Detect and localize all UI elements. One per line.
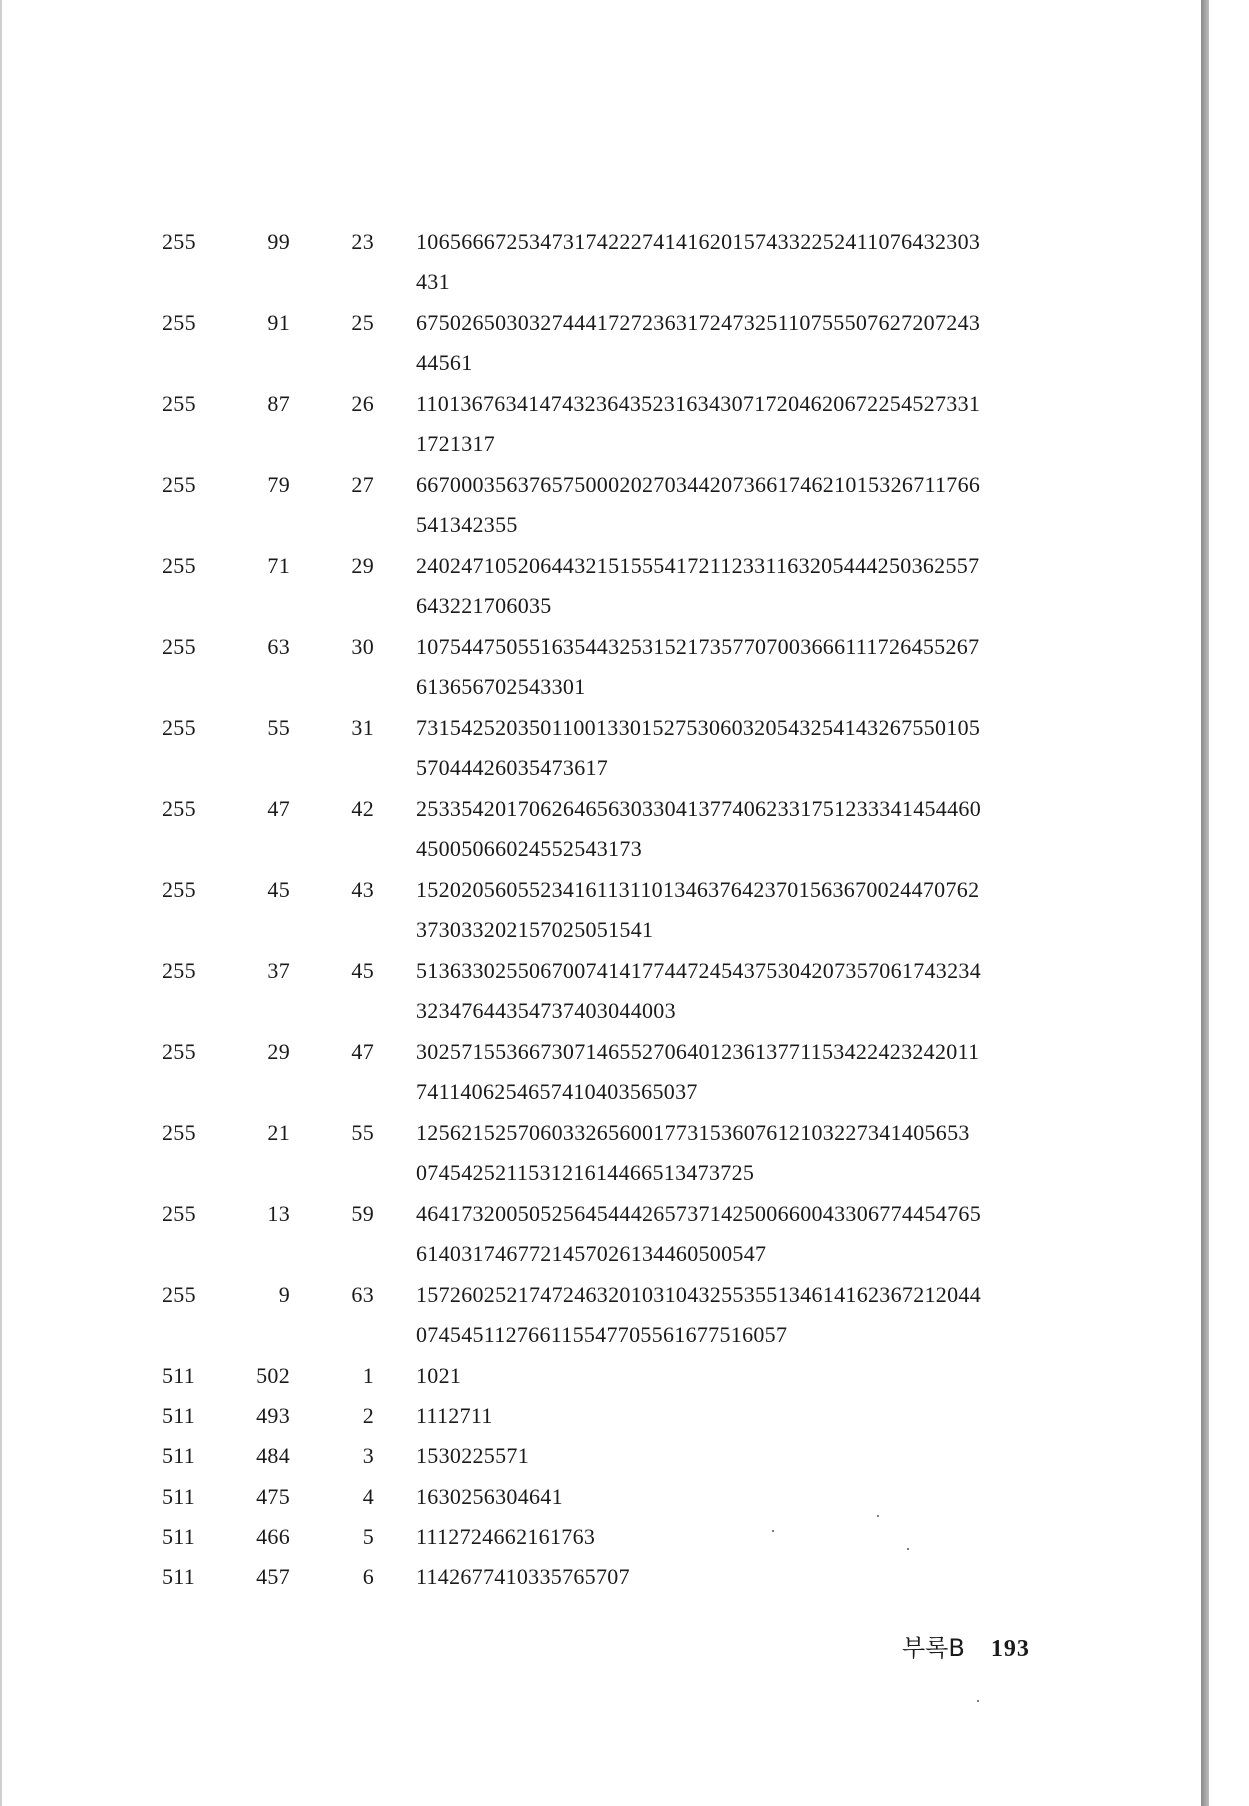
message-length-k: 99	[267, 229, 290, 254]
table-row	[2, 1396, 1203, 1436]
generator-line-2: 57044426035473617	[416, 755, 609, 780]
error-capability-t: 45	[351, 958, 374, 983]
generator-line-1: 1530225571	[416, 1443, 529, 1469]
error-capability-t: 5	[362, 1523, 374, 1549]
page-number: 193	[990, 1636, 1030, 1662]
message-length-k: 475	[256, 1483, 290, 1509]
table-row	[2, 951, 1203, 1032]
code-length-n: 255	[162, 796, 196, 821]
generator-polynomial	[416, 1436, 1056, 1476]
code-length-n: 255	[162, 1039, 196, 1064]
error-capability-t: 25	[351, 310, 374, 335]
code-length-n: 255	[162, 634, 196, 659]
generator-line-1: 1112711	[416, 1403, 493, 1429]
generator-line-1: 10656667253473174222741416201574332252411076432303	[416, 229, 981, 254]
generator-polynomial	[416, 870, 1056, 950]
generator-line-1: 1112724662161763	[416, 1523, 596, 1549]
message-length-k: 502	[256, 1363, 290, 1388]
generator-line-1: 67502650303274441727236317247325110755507627207243	[416, 310, 981, 335]
generator-line-2: 074545112766115547705561677516057	[416, 1322, 788, 1347]
message-length-k: 21	[267, 1120, 290, 1145]
table-row	[2, 303, 1203, 384]
code-length-n: 511	[162, 1403, 196, 1429]
error-capability-t: 43	[351, 877, 374, 902]
generator-line-2: 613656702543301	[416, 674, 586, 699]
table-row	[2, 870, 1203, 951]
generator-polynomial	[416, 222, 1056, 302]
generator-line-2: 431	[416, 269, 450, 294]
error-capability-t: 27	[351, 472, 374, 497]
error-capability-t: 4	[362, 1483, 374, 1509]
generator-line-1: 46417320050525645444265737142500660043306774454765	[416, 1201, 981, 1226]
generator-polynomial	[416, 1032, 1056, 1112]
error-capability-t: 3	[362, 1443, 374, 1469]
error-capability-t: 30	[351, 634, 374, 659]
table-row	[2, 627, 1203, 708]
table-row	[2, 1557, 1203, 1597]
generator-line-2: 44561	[416, 350, 473, 375]
generator-polynomial	[416, 951, 1056, 1031]
table-row	[2, 222, 1203, 303]
table-row	[2, 1436, 1203, 1476]
generator-polynomial	[416, 546, 1056, 626]
generator-line-2: 32347644354737403044003	[416, 998, 676, 1023]
error-capability-t: 59	[351, 1201, 374, 1226]
table-row	[2, 1517, 1203, 1557]
generator-polynomial	[416, 1275, 1056, 1355]
generator-polynomial	[416, 465, 1056, 545]
code-length-n: 255	[162, 1282, 196, 1307]
generator-polynomial	[416, 384, 1056, 464]
generator-line-1: 1256215257060332656001773153607612103227341405653	[416, 1120, 970, 1145]
message-length-k: 9	[278, 1282, 290, 1307]
code-length-n: 255	[162, 877, 196, 902]
error-capability-t: 31	[351, 715, 374, 740]
generator-line-1: 73154252035011001330152753060320543254143267550105	[416, 715, 981, 740]
table-row	[2, 465, 1203, 546]
bch-code-table	[2, 222, 1203, 1597]
message-length-k: 63	[267, 634, 290, 659]
generator-line-2: 541342355	[416, 512, 518, 537]
generator-line-1: 24024710520644321515554172112331163205444250362557	[416, 553, 980, 578]
generator-line-2: 45005066024552543173	[416, 836, 642, 861]
table-row	[2, 708, 1203, 789]
generator-line-2: 643221706035	[416, 593, 552, 618]
message-length-k: 466	[256, 1523, 290, 1549]
error-capability-t: 23	[351, 229, 374, 254]
generator-line-2: 373033202157025051541	[416, 917, 654, 942]
message-length-k: 37	[267, 958, 290, 983]
message-length-k: 13	[267, 1201, 290, 1226]
generator-polynomial	[416, 1477, 1056, 1517]
table-row	[2, 384, 1203, 465]
scan-speck	[977, 1700, 979, 1702]
message-length-k: 91	[267, 310, 290, 335]
code-length-n: 255	[162, 472, 196, 497]
page-footer	[902, 1630, 1030, 1667]
generator-line-1: 1630256304641	[416, 1483, 563, 1509]
message-length-k: 484	[256, 1443, 290, 1469]
generator-line-2: 074542521153121614466513473725	[416, 1160, 755, 1185]
generator-polynomial	[416, 1194, 1056, 1274]
error-capability-t: 42	[351, 796, 374, 821]
table-row	[2, 789, 1203, 870]
code-length-n: 511	[162, 1563, 196, 1589]
table-row	[2, 546, 1203, 627]
message-length-k: 87	[267, 391, 290, 416]
code-length-n: 255	[162, 391, 196, 416]
message-length-k: 71	[267, 553, 290, 578]
generator-line-1: 1021	[416, 1363, 462, 1388]
generator-line-1: 66700035637657500020270344207366174621015326711766	[416, 472, 981, 497]
code-length-n: 255	[162, 310, 196, 335]
page-edge-shadow	[1201, 0, 1209, 1806]
generator-polynomial	[416, 708, 1056, 788]
generator-polynomial	[416, 1113, 1056, 1193]
message-length-k: 47	[267, 796, 290, 821]
table-row	[2, 1477, 1203, 1517]
generator-line-1: 51363302550670074141774472454375304207357061743234	[416, 958, 981, 983]
message-length-k: 45	[267, 877, 290, 902]
error-capability-t: 29	[351, 553, 374, 578]
table-row	[2, 1113, 1203, 1194]
generator-polynomial	[416, 789, 1056, 869]
error-capability-t: 63	[351, 1282, 374, 1307]
table-row	[2, 1194, 1203, 1275]
page-margin-outside	[1209, 0, 1249, 1806]
generator-polynomial	[416, 303, 1056, 383]
generator-line-1: 10754475055163544325315217357707003666111726455267	[416, 634, 980, 659]
generator-line-2: 1721317	[416, 431, 496, 456]
generator-line-2: 6140317467721457026134460500547	[416, 1241, 767, 1266]
code-length-n: 255	[162, 958, 196, 983]
code-length-n: 511	[162, 1483, 196, 1509]
generator-line-1: 11013676341474323643523163430717204620672254527331	[416, 391, 981, 416]
generator-line-2: 7411406254657410403565037	[416, 1079, 698, 1104]
message-length-k: 493	[256, 1403, 290, 1429]
message-length-k: 55	[267, 715, 290, 740]
code-length-n: 255	[162, 715, 196, 740]
code-length-n: 511	[162, 1523, 196, 1549]
error-capability-t: 47	[351, 1039, 374, 1064]
generator-line-1: 15726025217472463201031043255355134614162367212044	[416, 1282, 981, 1307]
error-capability-t: 55	[351, 1120, 374, 1145]
error-capability-t: 6	[362, 1563, 374, 1589]
code-length-n: 255	[162, 1120, 196, 1145]
error-capability-t: 1	[362, 1363, 374, 1388]
message-length-k: 457	[256, 1563, 290, 1589]
generator-line-1: 30257155366730714655270640123613771153422423242011	[416, 1039, 980, 1064]
table-row	[2, 1356, 1203, 1396]
generator-polynomial	[416, 627, 1056, 707]
code-length-n: 255	[162, 229, 196, 254]
table-row	[2, 1275, 1203, 1356]
generator-polynomial	[416, 1557, 1056, 1597]
code-length-n: 255	[162, 1201, 196, 1226]
scan-speck	[772, 1530, 774, 1532]
error-capability-t: 26	[351, 391, 374, 416]
scan-speck	[877, 1515, 879, 1517]
generator-line-1: 15202056055234161131101346376423701563670024470762	[416, 877, 980, 902]
scan-speck	[907, 1548, 909, 1550]
code-length-n: 255	[162, 553, 196, 578]
code-length-n: 511	[162, 1363, 196, 1388]
generator-line-1: 1142677410335765707	[416, 1563, 630, 1589]
generator-polynomial	[416, 1356, 1056, 1396]
generator-polynomial	[416, 1396, 1056, 1436]
code-length-n: 511	[162, 1443, 196, 1469]
generator-line-1: 25335420170626465630330413774062331751233341454460	[416, 796, 981, 821]
error-capability-t: 2	[362, 1403, 374, 1429]
generator-polynomial	[416, 1517, 1056, 1557]
message-length-k: 79	[267, 472, 290, 497]
appendix-label: 부록B	[902, 1634, 965, 1662]
table-row	[2, 1032, 1203, 1113]
message-length-k: 29	[267, 1039, 290, 1064]
